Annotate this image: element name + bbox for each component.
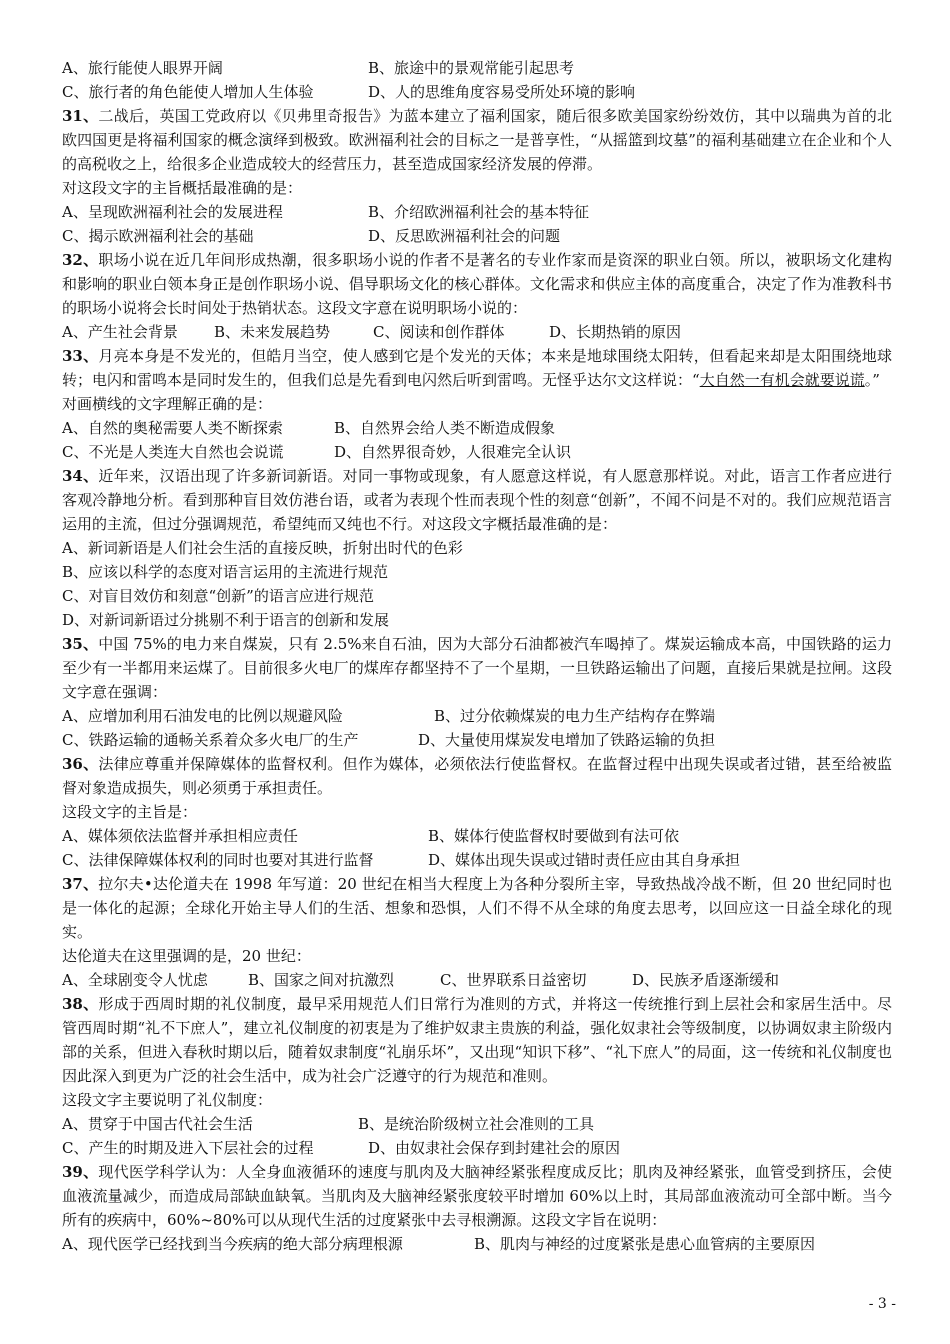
- option-a: A、旅行能使人眼界开阔: [62, 59, 223, 77]
- page-content: [62, 56, 892, 1256]
- option-c: C、法律保障媒体权利的同时也要对其进行监督: [62, 851, 374, 869]
- question-36-stem: [62, 752, 892, 800]
- option-row: [62, 56, 892, 80]
- question-prompt: 这段文字的主旨是：: [62, 803, 198, 821]
- question-number: 35、: [62, 635, 99, 653]
- option-d: D、对新词新语过分挑剔不利于语言的创新和发展: [62, 611, 390, 629]
- question-prompt: 达伦道夫在这里强调的是，20 世纪：: [62, 947, 311, 965]
- question-text: 法律应尊重并保障媒体的监督权利。但作为媒体，必须依法行使监督权。在监督过程中出现失误或者过错，甚至给被监督对象造成损失，则必须勇于承担责任。: [62, 755, 893, 797]
- option-a: A、新词新语是人们社会生活的直接反映，折射出时代的色彩: [62, 539, 463, 557]
- option-b: B、过分依赖煤炭的电力生产结构存在弊端: [434, 707, 716, 725]
- question-text: 二战后，英国工党政府以《贝弗里奇报告》为蓝本建立了福利国家，随后很多欧美国家纷纷效仿，其中以瑞典为首的北欧四国更是将福利国家的概念演绎到极致。欧洲福利社会的目标之一是普享性，“从摇篮到坟墓”的福利基础建立在企业和个人的高税收之上，给很多企业造成较大的经营压力，甚至造成国家经济发展的停滞。: [62, 107, 893, 173]
- option-c: C、产生的时期及进入下层社会的过程: [62, 1139, 314, 1157]
- question-text: 月亮本身是不发光的，但皓月当空，使人感到它是个发光的天体；本来是地球围绕太阳转，但看起来却是太阳围绕地球转；电闪和雷鸣本是同时发生的，但我们总是先看到电闪然后听到雷鸣。无怪乎达尔文这样说：“: [62, 347, 893, 389]
- option-d: D、民族矛盾逐渐缓和: [632, 971, 780, 989]
- option-b: B、应该以科学的态度对语言运用的主流进行规范: [62, 563, 389, 581]
- question-37-stem: [62, 872, 892, 944]
- option-a: A、自然的奥秘需要人类不断探索: [62, 419, 283, 437]
- option-d: D、自然界很奇妙，人很难完全认识: [334, 443, 572, 461]
- option-b: B、未来发展趋势: [214, 323, 331, 341]
- option-d: D、大量使用煤炭发电增加了铁路运输的负担: [418, 731, 716, 749]
- option-d: D、长期热销的原因: [549, 323, 682, 341]
- question-number: 32、: [62, 251, 99, 269]
- question-number: 36、: [62, 755, 99, 773]
- underlined-quote: 大自然一有机会就要说谎: [699, 371, 865, 389]
- option-c: C、不光是人类连大自然也会说谎: [62, 443, 284, 461]
- question-text: 职场小说在近几年间形成热潮，很多职场小说的作者不是著名的专业作家而是资深的职业白领。所以，被职场文化建构和影响的职业白领本身正是创作职场小说、倡导职场文化的核心群体。文化需求和供应主体的高度重合，决定了作为准教科书的职场小说将会长时间处于热销状态。这段文字意在说明职场小说的：: [62, 251, 893, 317]
- option-c: C、旅行者的角色能使人增加人生体验: [62, 83, 314, 101]
- option-row: [62, 1232, 892, 1256]
- question-prompt: 对这段文字的主旨概括最准确的是：: [62, 179, 303, 197]
- option-row: [62, 824, 892, 848]
- option-b: B、国家之间对抗激烈: [248, 971, 395, 989]
- option-row: [62, 80, 892, 104]
- question-number: 38、: [62, 995, 99, 1013]
- option-d: D、由奴隶社会保存到封建社会的原因: [368, 1139, 621, 1157]
- option-row: [62, 416, 892, 440]
- option-c: C、对盲目效仿和刻意“创新”的语言应进行规范: [62, 587, 374, 605]
- question-text: 现代医学科学认为：人全身血液循环的速度与肌肉及大脑神经紧张程度成反比；肌肉及神经紧张，血管受到挤压，会使血液流量减少，而造成局部缺血缺氧。当肌肉及大脑神经紧张度较平时增加 60%以上时，其局部血液流动可全部中断。当今所有的疾病中，60%~80%可以从现代生活的过度紧张中去寻根溯源。这段文字旨在说明：: [62, 1163, 893, 1229]
- question-text: 近年来，汉语出现了许多新词新语。对同一事物或现象，有人愿意这样说，有人愿意那样说。对此，语言工作者应进行客观冷静地分析。看到那种盲目效仿港台语，或者为表现个性而表现个性的刻意“创新”，不闻不问是不对的。我们应规范语言运用的主流，但过分强调规范，希望纯而又纯也不行。对这段文字概括最准确的是：: [62, 467, 893, 533]
- option-b: B、肌肉与神经的过度紧张是患心血管病的主要原因: [474, 1235, 816, 1253]
- option-c: C、铁路运输的通畅关系着众多火电厂的生产: [62, 731, 359, 749]
- option-a: A、媒体须依法监督并承担相应责任: [62, 827, 298, 845]
- question-34-stem: [62, 464, 892, 536]
- option-a: A、产生社会背景: [62, 323, 178, 341]
- question-number: 37、: [62, 875, 99, 893]
- option-row: [62, 224, 892, 248]
- question-number: 34、: [62, 467, 99, 485]
- option-a: A、应增加利用石油发电的比例以规避风险: [62, 707, 343, 725]
- question-text-tail: 。”: [864, 371, 880, 389]
- option-b: B、自然界会给人类不断造成假象: [334, 419, 556, 437]
- option-c: C、世界联系日益密切: [440, 971, 587, 989]
- option-row: [62, 704, 892, 728]
- question-33-stem: [62, 344, 892, 392]
- option-c: C、阅读和创作群体: [373, 323, 505, 341]
- option-d: D、人的思维角度容易受所处环境的影响: [368, 83, 636, 101]
- option-a: A、贯穿于中国古代社会生活: [62, 1115, 253, 1133]
- option-d: D、反思欧洲福利社会的问题: [368, 227, 561, 245]
- question-prompt: 这段文字主要说明了礼仪制度：: [62, 1091, 273, 1109]
- option-a: A、现代医学已经找到当今疾病的绝大部分病理根源: [62, 1235, 403, 1253]
- option-row: [62, 1136, 892, 1160]
- option-b: B、媒体行使监督权时要做到有法可依: [428, 827, 680, 845]
- option-b: B、介绍欧洲福利社会的基本特征: [368, 203, 590, 221]
- option-row: [62, 200, 892, 224]
- question-32-stem: [62, 248, 892, 320]
- page-number: - 3 -: [868, 1296, 896, 1312]
- option-c: C、揭示欧洲福利社会的基础: [62, 227, 254, 245]
- question-prompt: 对画横线的文字理解正确的是：: [62, 395, 273, 413]
- option-row: [62, 1112, 892, 1136]
- question-35-stem: [62, 632, 892, 704]
- option-row: [62, 440, 892, 464]
- option-b: B、旅途中的景观常能引起思考: [368, 59, 575, 77]
- option-a: A、呈现欧洲福利社会的发展进程: [62, 203, 283, 221]
- question-38-stem: [62, 992, 892, 1088]
- option-b: B、是统治阶级树立社会准则的工具: [358, 1115, 595, 1133]
- question-text: 中国 75%的电力来自煤炭，只有 2.5%来自石油，因为大部分石油都被汽车喝掉了。煤炭运输成本高，中国铁路的运力至少有一半都用来运煤了。目前很多火电厂的煤库存都坚持不了一个星期，一旦铁路运输出了问题，直接后果就是拉闸。这段文字意在强调：: [62, 635, 892, 701]
- question-text: 形成于西周时期的礼仪制度，最早采用规范人们日常行为准则的方式，并将这一传统推行到上层社会和家居生活中。尽管西周时期“礼不下庶人”，建立礼仪制度的初衷是为了维护奴隶主贵族的利益，强化奴隶社会等级制度，以协调奴隶主阶级内部的关系，但进入春秋时期以后，随着奴隶制度“礼崩乐坏”，又出现“知识下移”、“礼下庶人”的局面，这一传统和礼仪制度也因此深入到更为广泛的社会生活中，成为社会广泛遵守的行为规范和准则。: [62, 995, 893, 1085]
- option-a: A、全球剧变令人忧虑: [62, 971, 208, 989]
- option-d: D、媒体出现失误或过错时责任应由其自身承担: [428, 851, 741, 869]
- option-row: [62, 728, 892, 752]
- question-number: 31、: [62, 107, 99, 125]
- question-39-stem: [62, 1160, 892, 1232]
- option-row: [62, 968, 892, 992]
- question-number: 39、: [62, 1163, 99, 1181]
- question-text: 拉尔夫•达伦道夫在 1998 年写道：20 世纪在相当大程度上为各种分裂所主宰，导致热战冷战不断，但 20 世纪同时也是一体化的起源；全球化开始主导人们的生活、想象和恐惧，人们不得不从全球的角度去思考，以回应这一日益全球化的现实。: [62, 875, 892, 941]
- option-row: [62, 320, 892, 344]
- option-row: [62, 848, 892, 872]
- question-31-stem: [62, 104, 892, 176]
- question-number: 33、: [62, 347, 99, 365]
